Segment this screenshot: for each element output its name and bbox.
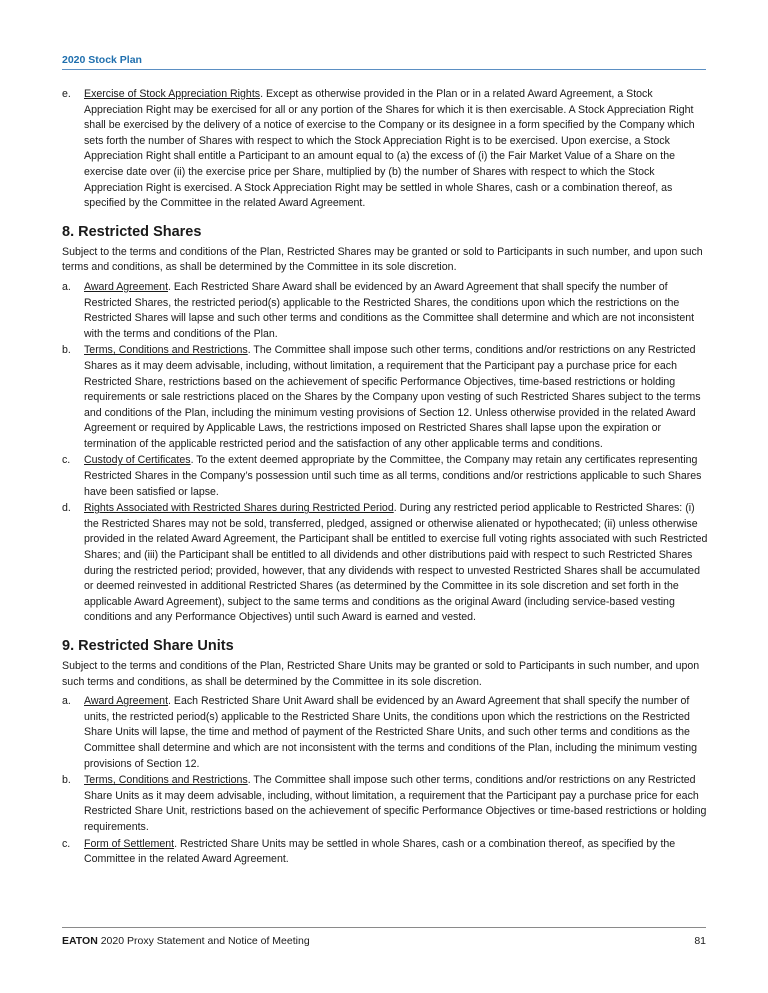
- page-number: 81: [694, 935, 706, 947]
- list-item: [62, 694, 708, 772]
- item-body: . The Committee shall impose such other terms, conditions and/or restrictions on any Restricted Shares as it may deem advisable, including, without limitation, a requirement that the Participant pay a purchase price for each Restricted Share, restrictions based on the achievement of specific Performance Objectives, time-based restrictions or holding requirements or sale restrictions placed on the Shares by the Company upon vesting of such Restricted Shares subject to the terms and conditions of the Plan, including the minimum vesting provisions of Section 12. Unless otherwise provided in the related Award Agreement or required by Applicable Laws, the restrictions imposed on Restricted Shares shall lapse upon the expiration or termination of the applicable restricted period and the satisfaction of any other applicable terms and conditions.: [84, 344, 701, 450]
- section-9-intro: Subject to the terms and conditions of the Plan, Restricted Share Units may be granted or sold to Participants in such number, and upon such terms and conditions, as shall be determined by the Committee in its sole discretion.: [62, 660, 700, 688]
- header-rule: [62, 69, 706, 70]
- document-body: [62, 87, 708, 869]
- item-marker: c.: [62, 454, 71, 467]
- item-body: . To the extent deemed appropriate by the Committee, the Company may retain any certificates representing Restricted Shares in the Company’s possession until such time as all terms, conditions and/or restrictions applicable to such Shares have been satisfied or lapse.: [84, 454, 702, 498]
- item-marker: a.: [62, 280, 71, 293]
- item-title: Form of Settlement: [84, 837, 175, 850]
- item-body: . Each Restricted Share Award shall be evidenced by an Award Agreement that shall specify the number of Restricted Shares, the restricted period(s) applicable to the Restricted Shares, the conditions upon which the restrictions on the Restricted Shares will lapse and such other terms and conditions as the Committee shall determine and which are not inconsistent with the terms and conditions of the Plan.: [84, 280, 695, 340]
- footer-document-title: 2020 Proxy Statement and Notice of Meeting: [100, 935, 310, 947]
- item-marker: b.: [62, 774, 71, 787]
- item-title: Award Agreement: [84, 280, 169, 293]
- item-marker: e.: [62, 88, 71, 100]
- list-item: [62, 837, 708, 868]
- item-title: Award Agreement: [84, 695, 169, 708]
- section-8-intro: Subject to the terms and conditions of the Plan, Restricted Shares may be granted or sold to Participants in such number, and upon such terms and conditions, as shall be determined by the Committee in its sole discretion.: [62, 245, 703, 274]
- item-marker: c.: [62, 837, 71, 850]
- footer-title: [62, 935, 310, 947]
- item-title: Terms, Conditions and Restrictions: [84, 344, 248, 357]
- item-body: . Restricted Share Units may be settled in whole Shares, cash or a combination thereof, as specified by the Committee in the related Award Agreement.: [84, 837, 676, 866]
- list-item: [62, 453, 708, 500]
- item-title: Custody of Certificates: [84, 454, 191, 467]
- item-body: . The Committee shall impose such other terms, conditions and/or restrictions on any Restricted Share Units as it may deem advisable, including, without limitation, a requirement that the Participant pay a purchase price for each Restricted Share Unit, restrictions based on the achievement of specific Performance Objectives or time-based restrictions or holding requirements.: [84, 774, 707, 833]
- item-body: . Except as otherwise provided in the Plan or in a related Award Agreement, a Stock Appreciation Right may be exercised for all or any portion of the Shares for which it is then exercisable. A Stock Appreciation Right shall be exercised by the delivery of a notice of exercise to the Company or its designee in a form specified by the Company which sets forth the number of Shares with respect to which the Stock Appreciation Right is to be exercised. Upon exercise, a Stock Appreciation Right shall entitle a Participant to an amount equal to (a) the excess of (i) the Fair Market Value of a Share on the exercise date over (ii) the exercise price per Share, multiplied by (b) the number of Shares with respect to which the Stock Appreciation Right is exercised. A Stock Appreciation Right may be settled in whole Shares, cash or a combination thereof, as specified by the Committee in the related Award Agreement.: [84, 88, 695, 210]
- list-item: [62, 343, 708, 452]
- item-title: Terms, Conditions and Restrictions: [84, 774, 248, 787]
- list-item: [62, 280, 708, 342]
- item-marker: d.: [62, 502, 71, 515]
- item-title: Rights Associated with Restricted Shares during Restricted Period: [84, 502, 394, 515]
- item-marker: b.: [62, 344, 71, 357]
- list-item: [62, 773, 708, 835]
- footer-rule: [62, 927, 706, 928]
- footer-brand: EATON: [62, 935, 98, 947]
- page-footer: [62, 935, 706, 947]
- item-title: Exercise of Stock Appreciation Rights: [84, 88, 261, 100]
- section-8-heading: 8. Restricted Shares: [62, 223, 202, 240]
- list-item: [62, 501, 708, 626]
- item-marker: a.: [62, 695, 71, 708]
- running-header: 2020 Stock Plan: [62, 54, 142, 66]
- item-body: . Each Restricted Share Unit Award shall be evidenced by an Award Agreement that shall specify the number of units, the restricted period(s) applicable to the Restricted Share Units, the conditions upon which the restrictions on the Restricted Share Units will lapse, the time and method of payment of the Restricted Share Units, and such other terms and conditions as the Committee shall determine and which are not inconsistent with the terms and conditions of the Plan, including the minimum vesting provisions of Section 12.: [84, 695, 697, 770]
- item-body: . During any restricted period applicable to Restricted Shares: (i) the Restricted Shares may not be sold, transferred, pledged, assigned or otherwise alienated or hypothecated; (ii) unless otherwise provided in the related Award Agreement, the Participant shall be entitled to exercise full voting rights associated with such Restricted Shares; and (iii) the Participant shall be entitled to all dividends and other distributions paid with respect to such Restricted Shares during the restricted period; provided, however, that any dividends with respect to unvested Restricted Shares shall be accumulated or deemed reinvested in additional Restricted Shares (as determined by the Committee in its sole discretion and set forth in the applicable Award Agreement), subject to the same terms and conditions as the original Award (including service-based vesting conditions and any Performance Objectives) until such Award is earned and vested.: [84, 502, 708, 624]
- section-9-heading: 9. Restricted Share Units: [62, 638, 234, 654]
- list-item-e: [62, 87, 708, 212]
